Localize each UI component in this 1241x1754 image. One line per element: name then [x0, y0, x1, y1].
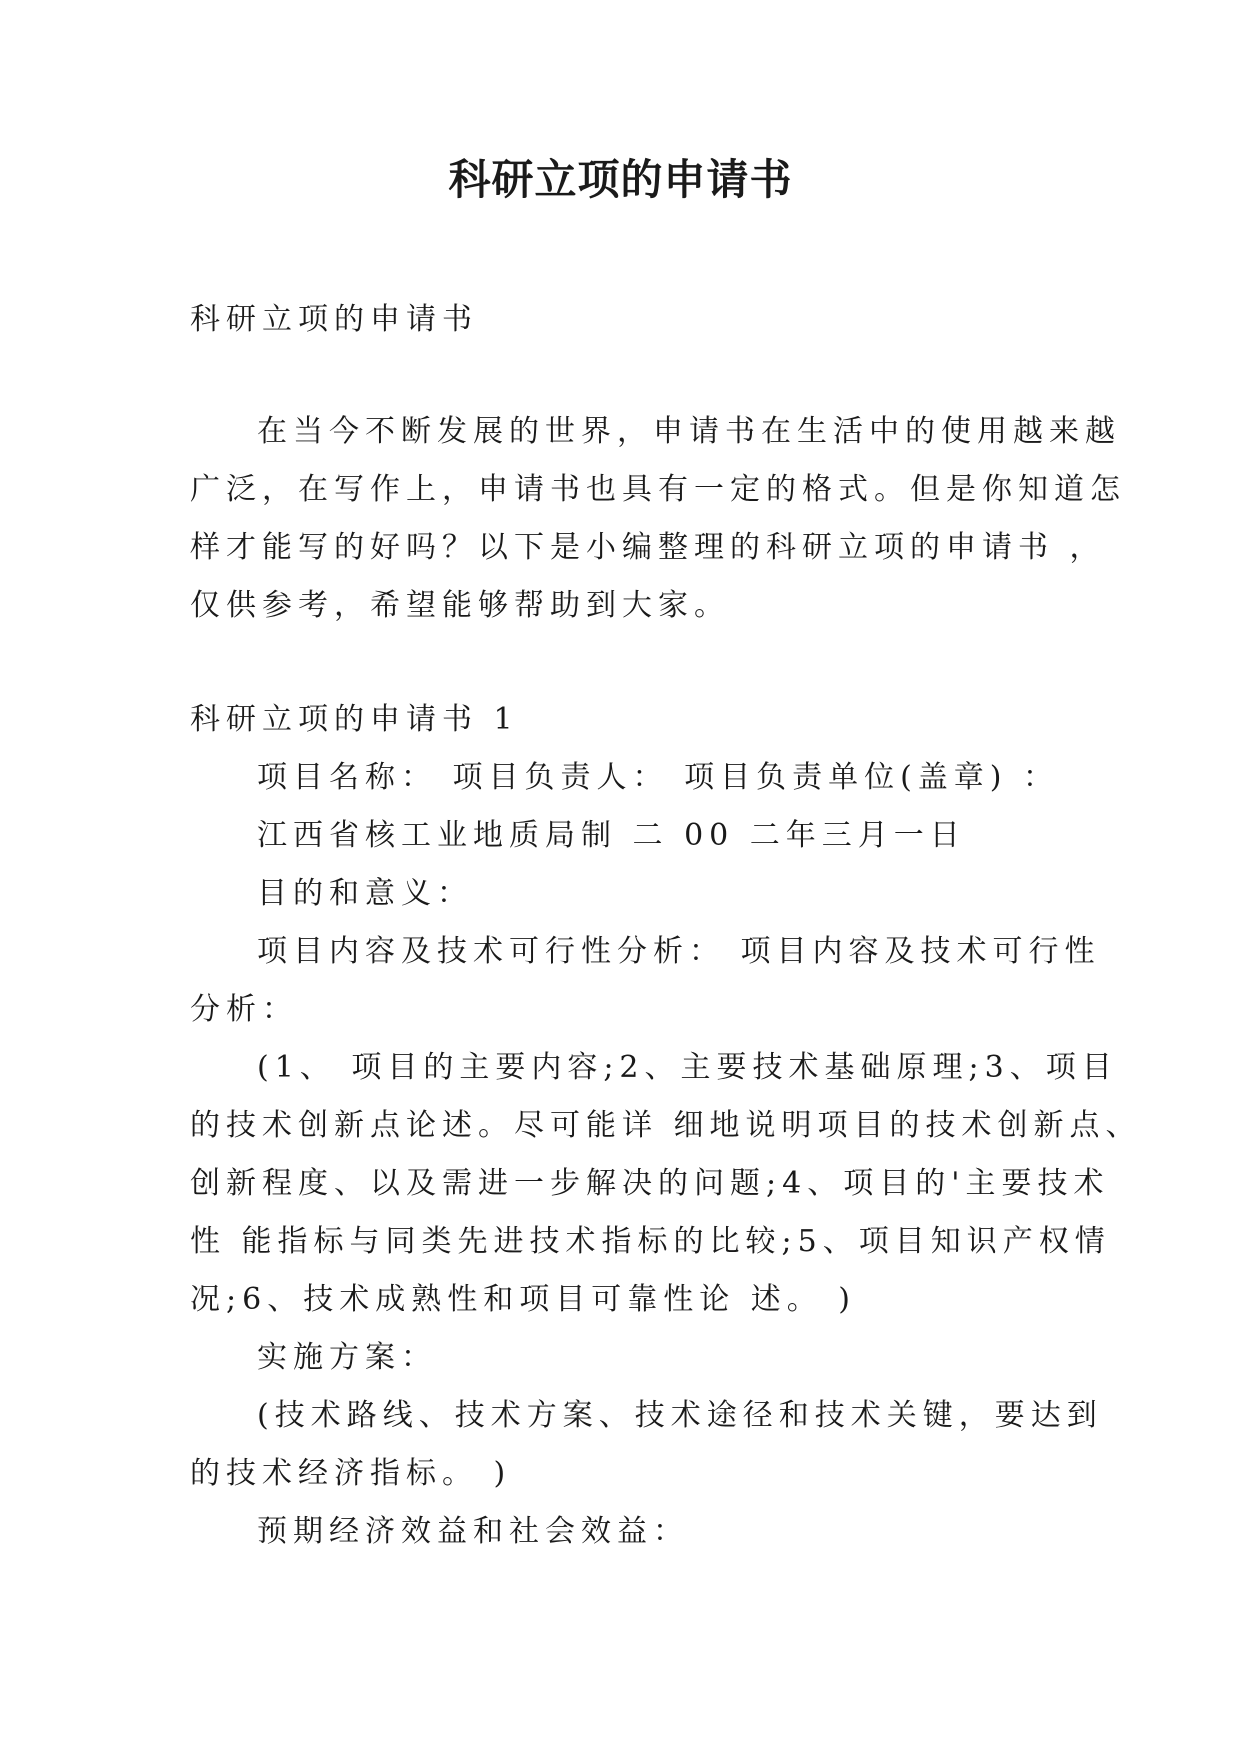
implementation-detail-line-2: 的技术经济指标。 ): [190, 1456, 512, 1491]
content-detail-line-4: 性 能指标与同类先进技术指标的比较;5、项目知识产权情: [190, 1224, 1111, 1259]
issuer-date-line: 江西省核工业地质局制 二 00 二年三月一日: [257, 818, 966, 853]
subtitle-line: 科研立项的申请书: [190, 302, 478, 337]
intro-line-2: 广泛，在写作上，申请书也具有一定的格式。但是你知道怎: [190, 472, 1126, 507]
content-analysis-line-2: 分析：: [190, 992, 298, 1027]
intro-line-3: 样才能写的好吗？以下是小编整理的科研立项的申请书 ，: [190, 530, 1106, 565]
purpose-heading: 目的和意义：: [257, 876, 473, 911]
section-heading-1: 科研立项的申请书 1: [190, 702, 519, 737]
document-title: 科研立项的申请书: [448, 155, 793, 204]
content-detail-line-3: 创新程度、以及需进一步解决的问题;4、项目的'主要技术: [190, 1166, 1110, 1201]
content-detail-line-2: 的技术创新点论述。尽可能详 细地说明项目的技术创新点、: [190, 1108, 1142, 1143]
content-analysis-line-1: 项目内容及技术可行性分析： 项目内容及技术可行性: [257, 934, 1101, 969]
implementation-heading: 实施方案：: [257, 1340, 437, 1375]
content-detail-line-1: (1、 项目的主要内容;2、主要技术基础原理;3、项目: [257, 1050, 1118, 1085]
content-detail-line-5: 况;6、技术成熟性和项目可靠性论 述。 ): [190, 1282, 856, 1317]
project-info-line: 项目名称： 项目负责人： 项目负责单位(盖章) ：: [257, 760, 1060, 795]
intro-line-4: 仅供参考，希望能够帮助到大家。: [190, 588, 730, 623]
intro-line-1: 在当今不断发展的世界，申请书在生活中的使用越来越: [257, 414, 1121, 449]
implementation-detail-line-1: (技术路线、技术方案、技术途径和技术关键，要达到: [257, 1398, 1103, 1433]
benefits-heading: 预期经济效益和社会效益：: [257, 1514, 689, 1549]
